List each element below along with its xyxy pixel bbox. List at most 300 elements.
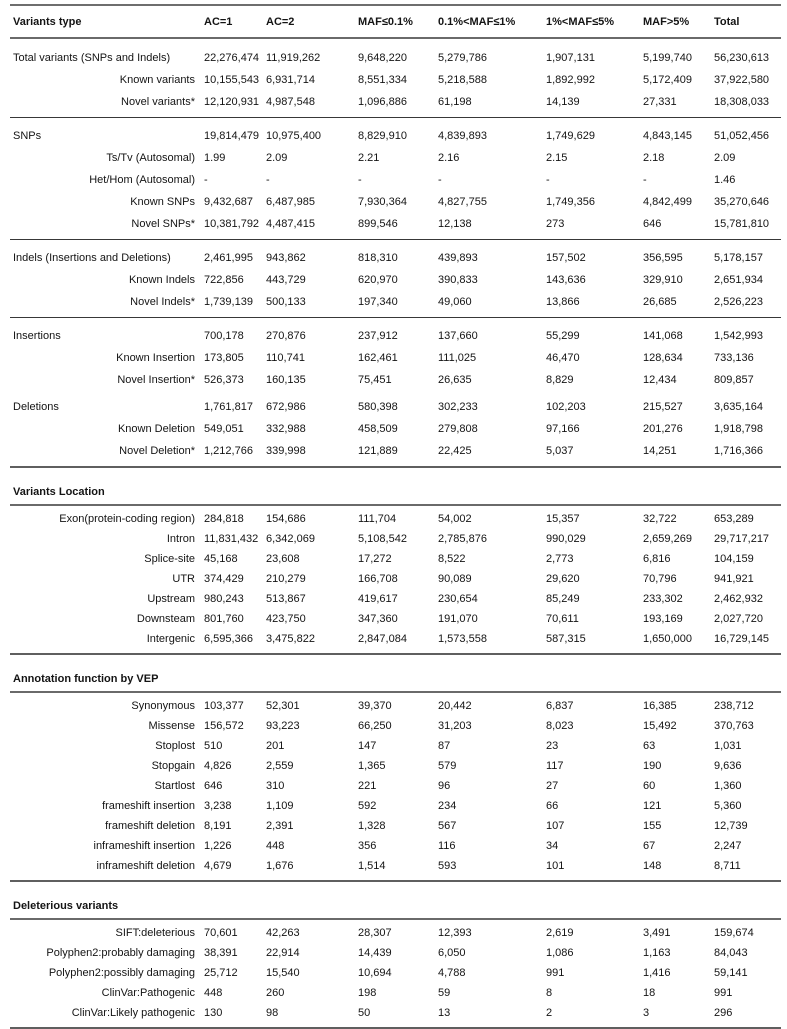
value-cell: 2: [546, 1007, 553, 1019]
value-cell: 201,276: [643, 423, 683, 435]
row-label: Intron: [166, 533, 195, 545]
row-label: ClinVar:Pathogenic: [101, 987, 195, 999]
table-row: [10, 69, 781, 91]
column-header-variants-type: Variants type: [13, 15, 82, 28]
value-cell: 233,302: [643, 593, 683, 605]
table-row: [10, 347, 781, 369]
table-row: [10, 169, 781, 191]
value-cell: 162,461: [358, 352, 398, 364]
value-cell: 156,572: [204, 720, 244, 732]
value-cell: 238,712: [714, 700, 754, 712]
value-cell: 2,247: [714, 840, 742, 852]
table-row: [10, 418, 781, 440]
value-cell: 419,617: [358, 593, 398, 605]
value-cell: 27,331: [643, 96, 677, 108]
table-row: [10, 816, 781, 836]
value-cell: 18: [643, 987, 656, 999]
value-cell: 15,492: [643, 720, 677, 732]
value-cell: 97,166: [546, 423, 580, 435]
value-cell: 61,198: [438, 96, 472, 108]
value-cell: 32,722: [643, 513, 677, 525]
value-cell: 52,301: [266, 700, 300, 712]
value-cell: 193,169: [643, 613, 683, 625]
value-cell: 1,573,558: [438, 633, 487, 645]
value-cell: 423,750: [266, 613, 306, 625]
value-cell: 10,381,792: [204, 218, 260, 230]
value-cell: 653,289: [714, 513, 754, 525]
row-label: SIFT:deleterious: [115, 927, 195, 939]
section-title-underline-rule: [10, 918, 781, 920]
value-cell: 154,686: [266, 513, 306, 525]
value-cell: 17,272: [358, 553, 392, 565]
value-cell: 50: [358, 1007, 371, 1019]
value-cell: 439,893: [438, 252, 478, 264]
value-cell: 980,243: [204, 593, 244, 605]
value-cell: 9,636: [714, 760, 742, 772]
value-cell: 1,716,366: [714, 445, 763, 457]
value-cell: 26,635: [438, 374, 472, 386]
value-cell: 1,676: [266, 860, 294, 872]
row-label: Polyphen2:possibly damaging: [48, 967, 195, 979]
value-cell: 1,328: [358, 820, 386, 832]
value-cell: 16,385: [643, 700, 677, 712]
value-cell: 22,914: [266, 947, 300, 959]
value-cell: 5,172,409: [643, 74, 692, 86]
table-row: [10, 549, 781, 569]
value-cell: 579: [438, 760, 457, 772]
value-cell: 75,451: [358, 374, 392, 386]
value-cell: 1,749,356: [546, 196, 595, 208]
row-label: Novel variants*: [121, 96, 195, 108]
table-row: [10, 391, 781, 418]
value-cell: 2.21: [358, 152, 380, 164]
value-cell: 2,773: [546, 553, 574, 565]
value-cell: 5,037: [546, 445, 574, 457]
section-title: Variants Location: [13, 486, 105, 498]
value-cell: 1,226: [204, 840, 232, 852]
table-row: [10, 943, 781, 963]
row-label: inframeshift deletion: [96, 860, 195, 872]
value-cell: 2,391: [266, 820, 294, 832]
section-title-underline-rule: [10, 691, 781, 693]
value-cell: 1,163: [643, 947, 671, 959]
value-cell: 2.09: [714, 152, 736, 164]
value-cell: -: [643, 174, 647, 186]
table-header-row: [10, 6, 781, 37]
value-cell: 221: [358, 780, 377, 792]
column-header-maf-1-to-5: 1%<MAF≤5%: [546, 15, 615, 28]
value-cell: 107: [546, 820, 565, 832]
value-cell: 10,694: [358, 967, 392, 979]
value-cell: 6,050: [438, 947, 466, 959]
value-cell: 60: [643, 780, 656, 792]
value-cell: 4,487,415: [266, 218, 315, 230]
value-cell: 2,526,223: [714, 296, 763, 308]
table-row: [10, 629, 781, 649]
row-label: Polyphen2:probably damaging: [46, 947, 195, 959]
value-cell: 672,986: [266, 401, 306, 413]
table-row: [10, 1003, 781, 1023]
value-cell: 55,299: [546, 330, 580, 342]
value-cell: 234: [438, 800, 457, 812]
table-row: [10, 716, 781, 736]
value-cell: 23: [546, 740, 559, 752]
value-cell: 4,826: [204, 760, 232, 772]
value-cell: 26,685: [643, 296, 677, 308]
value-cell: 991: [714, 987, 733, 999]
value-cell: 121,889: [358, 445, 398, 457]
value-cell: 448: [266, 840, 285, 852]
table-row: [10, 440, 781, 462]
value-cell: 18,308,033: [714, 96, 770, 108]
value-cell: 22,425: [438, 445, 472, 457]
value-cell: 329,910: [643, 274, 683, 286]
value-cell: 13: [438, 1007, 451, 1019]
value-cell: 87: [438, 740, 451, 752]
value-cell: 3,238: [204, 800, 232, 812]
row-label: Upstream: [147, 593, 195, 605]
value-cell: 137,660: [438, 330, 478, 342]
value-cell: 38,391: [204, 947, 238, 959]
table-body: [10, 42, 781, 1029]
table-row: [10, 320, 781, 347]
value-cell: 6,342,069: [266, 533, 315, 545]
value-cell: 49,060: [438, 296, 472, 308]
value-cell: 210,279: [266, 573, 306, 585]
value-cell: 8,191: [204, 820, 232, 832]
value-cell: -: [204, 174, 208, 186]
row-label: Known SNPs: [130, 196, 195, 208]
value-cell: 102,203: [546, 401, 586, 413]
value-cell: 198: [358, 987, 377, 999]
value-cell: 1,514: [358, 860, 386, 872]
value-cell: 526,373: [204, 374, 244, 386]
row-label: Deletions: [13, 401, 59, 413]
value-cell: 8,522: [438, 553, 466, 565]
value-cell: 1,109: [266, 800, 294, 812]
value-cell: 7,930,364: [358, 196, 407, 208]
table-row: [10, 191, 781, 213]
table-row: [10, 42, 781, 69]
value-cell: 2.16: [438, 152, 460, 164]
value-cell: 448: [204, 987, 223, 999]
value-cell: 15,781,810: [714, 218, 770, 230]
table-row: [10, 569, 781, 589]
value-cell: 63: [643, 740, 656, 752]
value-cell: 8,829,910: [358, 130, 407, 142]
value-cell: 14,139: [546, 96, 580, 108]
value-cell: 1,907,131: [546, 52, 595, 64]
table-row: [10, 91, 781, 113]
value-cell: 66: [546, 800, 559, 812]
row-label: Exon(protein-coding region): [59, 513, 195, 525]
value-cell: 2,027,720: [714, 613, 763, 625]
table-row: [10, 120, 781, 147]
value-cell: 39,370: [358, 700, 392, 712]
value-cell: 25,712: [204, 967, 238, 979]
value-cell: 339,998: [266, 445, 306, 457]
value-cell: 310: [266, 780, 285, 792]
value-cell: 12,434: [643, 374, 677, 386]
value-cell: 16,729,145: [714, 633, 770, 645]
value-cell: 230,654: [438, 593, 478, 605]
value-cell: 4,843,145: [643, 130, 692, 142]
value-cell: 733,136: [714, 352, 754, 364]
table-row: [10, 736, 781, 756]
value-cell: 96: [438, 780, 451, 792]
value-cell: 85,249: [546, 593, 580, 605]
value-cell: 117: [546, 760, 564, 772]
group-separator-rule: [10, 317, 781, 318]
value-cell: -: [358, 174, 362, 186]
value-cell: 2,847,084: [358, 633, 407, 645]
row-label: Total variants (SNPs and Indels): [13, 52, 171, 64]
value-cell: 173,805: [204, 352, 244, 364]
value-cell: 8,023: [546, 720, 574, 732]
table-row: [10, 696, 781, 716]
value-cell: 1,096,886: [358, 96, 407, 108]
row-label: Known Insertion: [116, 352, 195, 364]
value-cell: 3,475,822: [266, 633, 315, 645]
value-cell: 809,857: [714, 374, 754, 386]
value-cell: 580,398: [358, 401, 398, 413]
value-cell: 3,635,164: [714, 401, 763, 413]
value-cell: 1,918,798: [714, 423, 763, 435]
value-cell: 141,068: [643, 330, 683, 342]
row-label: Novel Deletion*: [119, 445, 195, 457]
value-cell: 116: [438, 840, 456, 852]
value-cell: 593: [438, 860, 457, 872]
value-cell: 443,729: [266, 274, 306, 286]
row-label: Synonymous: [131, 700, 195, 712]
row-label: Missense: [148, 720, 195, 732]
value-cell: 128,634: [643, 352, 683, 364]
value-cell: 500,133: [266, 296, 306, 308]
value-cell: 46,470: [546, 352, 580, 364]
value-cell: 2,462,932: [714, 593, 763, 605]
table-row: [10, 963, 781, 983]
value-cell: 13,866: [546, 296, 580, 308]
value-cell: 302,233: [438, 401, 478, 413]
value-cell: 1,761,817: [204, 401, 253, 413]
value-cell: 8: [546, 987, 553, 999]
value-cell: 6,487,985: [266, 196, 315, 208]
value-cell: 11,919,262: [266, 52, 321, 64]
value-cell: 5,279,786: [438, 52, 487, 64]
value-cell: 1,360: [714, 780, 742, 792]
value-cell: 2.18: [643, 152, 665, 164]
value-cell: 4,679: [204, 860, 232, 872]
value-cell: 59: [438, 987, 451, 999]
table-row: [10, 529, 781, 549]
value-cell: 4,788: [438, 967, 466, 979]
value-cell: 111,025: [438, 352, 477, 364]
value-cell: 1,031: [714, 740, 742, 752]
value-cell: 646: [204, 780, 223, 792]
table-row: [10, 796, 781, 816]
value-cell: 34: [546, 840, 559, 852]
value-cell: 45,168: [204, 553, 238, 565]
value-cell: 84,043: [714, 947, 748, 959]
value-cell: 66,250: [358, 720, 392, 732]
value-cell: -: [438, 174, 442, 186]
value-cell: 2,461,995: [204, 252, 253, 264]
value-cell: 296: [714, 1007, 733, 1019]
value-cell: 8,711: [714, 860, 741, 872]
value-cell: 8,829: [546, 374, 574, 386]
value-cell: 130: [204, 1007, 223, 1019]
value-cell: 147: [358, 740, 377, 752]
table-row: [10, 291, 781, 313]
row-label: Het/Hom (Autosomal): [89, 174, 195, 186]
value-cell: 6,837: [546, 700, 574, 712]
value-cell: 1,749,629: [546, 130, 595, 142]
value-cell: 2,651,934: [714, 274, 763, 286]
value-cell: 6,931,714: [266, 74, 315, 86]
value-cell: 4,827,755: [438, 196, 487, 208]
row-label: UTR: [172, 573, 195, 585]
value-cell: 90,089: [438, 573, 472, 585]
value-cell: 155: [643, 820, 662, 832]
column-header-total: Total: [714, 15, 740, 28]
value-cell: 8,551,334: [358, 74, 407, 86]
row-label: Novel Indels*: [130, 296, 195, 308]
value-cell: 6,816: [643, 553, 671, 565]
value-cell: 390,833: [438, 274, 478, 286]
column-header-maf-0-1-to-1: 0.1%<MAF≤1%: [438, 15, 516, 28]
table-row: [10, 856, 781, 876]
value-cell: 12,393: [438, 927, 472, 939]
value-cell: 56,230,613: [714, 52, 770, 64]
value-cell: 28,307: [358, 927, 392, 939]
value-cell: 3: [643, 1007, 650, 1019]
value-cell: 1,416: [643, 967, 671, 979]
value-cell: 1,086: [546, 947, 574, 959]
value-cell: 54,002: [438, 513, 472, 525]
row-label: inframeshift insertion: [93, 840, 195, 852]
value-cell: -: [266, 174, 270, 186]
value-cell: 374,429: [204, 573, 244, 585]
row-label: Insertions: [13, 330, 61, 342]
value-cell: 12,739: [714, 820, 748, 832]
table-row: [10, 923, 781, 943]
value-cell: 2.15: [546, 152, 568, 164]
value-cell: 111,704: [358, 513, 397, 525]
value-cell: 15,357: [546, 513, 580, 525]
value-cell: 273: [546, 218, 565, 230]
value-cell: 19,814,479: [204, 130, 260, 142]
value-cell: 5,199,740: [643, 52, 692, 64]
value-cell: 646: [643, 218, 662, 230]
value-cell: 9,648,220: [358, 52, 407, 64]
table-row: [10, 509, 781, 529]
row-label: frameshift insertion: [102, 800, 195, 812]
value-cell: 104,159: [714, 553, 754, 565]
section-title: Deleterious variants: [13, 900, 119, 912]
value-cell: 818,310: [358, 252, 398, 264]
value-cell: 215,527: [643, 401, 683, 413]
value-cell: 567: [438, 820, 457, 832]
row-label: frameshift deletion: [105, 820, 195, 832]
value-cell: 121: [643, 800, 662, 812]
value-cell: 620,970: [358, 274, 398, 286]
table-row: [10, 836, 781, 856]
value-cell: 190: [643, 760, 662, 772]
value-cell: 27: [546, 780, 559, 792]
value-cell: 4,842,499: [643, 196, 692, 208]
row-label: Novel Insertion*: [117, 374, 195, 386]
section-title-underline-rule: [10, 504, 781, 506]
value-cell: 166,708: [358, 573, 398, 585]
value-cell: 458,509: [358, 423, 398, 435]
column-header-ac2: AC=2: [266, 15, 295, 28]
table-row: [10, 269, 781, 291]
column-header-ac1: AC=1: [204, 15, 233, 28]
value-cell: 270,876: [266, 330, 306, 342]
value-cell: 347,360: [358, 613, 398, 625]
value-cell: 4,839,893: [438, 130, 487, 142]
value-cell: 191,070: [438, 613, 478, 625]
value-cell: 93,223: [266, 720, 300, 732]
value-cell: 332,988: [266, 423, 306, 435]
value-cell: 700,178: [204, 330, 244, 342]
value-cell: 201: [266, 740, 285, 752]
table-row: [10, 369, 781, 391]
value-cell: 1,892,992: [546, 74, 595, 86]
value-cell: 51,052,456: [714, 130, 770, 142]
column-header-maf-gt-5: MAF>5%: [643, 15, 690, 28]
table-row: [10, 213, 781, 235]
value-cell: 943,862: [266, 252, 306, 264]
value-cell: 143,636: [546, 274, 586, 286]
value-cell: 14,439: [358, 947, 392, 959]
value-cell: 1.46: [714, 174, 736, 186]
row-label: Stoplost: [155, 740, 195, 752]
value-cell: 1,650,000: [643, 633, 692, 645]
value-cell: 991: [546, 967, 565, 979]
value-cell: 549,051: [204, 423, 244, 435]
value-cell: 110,741: [266, 352, 305, 364]
row-label: Intergenic: [146, 633, 195, 645]
value-cell: 9,432,687: [204, 196, 253, 208]
row-label: Known Deletion: [117, 423, 195, 435]
table-row: [10, 756, 781, 776]
value-cell: 31,203: [438, 720, 472, 732]
table-row: [10, 609, 781, 629]
value-cell: 284,818: [204, 513, 244, 525]
value-cell: 1,739,139: [204, 296, 253, 308]
value-cell: 260: [266, 987, 285, 999]
value-cell: 370,763: [714, 720, 754, 732]
table-row: [10, 242, 781, 269]
value-cell: 159,674: [714, 927, 754, 939]
row-label: Ts/Tv (Autosomal): [106, 152, 195, 164]
value-cell: 67: [643, 840, 656, 852]
table-row: [10, 983, 781, 1003]
value-cell: 12,138: [438, 218, 472, 230]
value-cell: 990,029: [546, 533, 586, 545]
value-cell: 1,212,766: [204, 445, 253, 457]
value-cell: 279,808: [438, 423, 478, 435]
value-cell: 2,659,269: [643, 533, 692, 545]
value-cell: 356,595: [643, 252, 683, 264]
value-cell: 356: [358, 840, 377, 852]
value-cell: 10,155,543: [204, 74, 260, 86]
value-cell: 70,611: [546, 613, 579, 625]
value-cell: 160,135: [266, 374, 306, 386]
value-cell: 2.09: [266, 152, 288, 164]
group-separator-rule: [10, 239, 781, 240]
